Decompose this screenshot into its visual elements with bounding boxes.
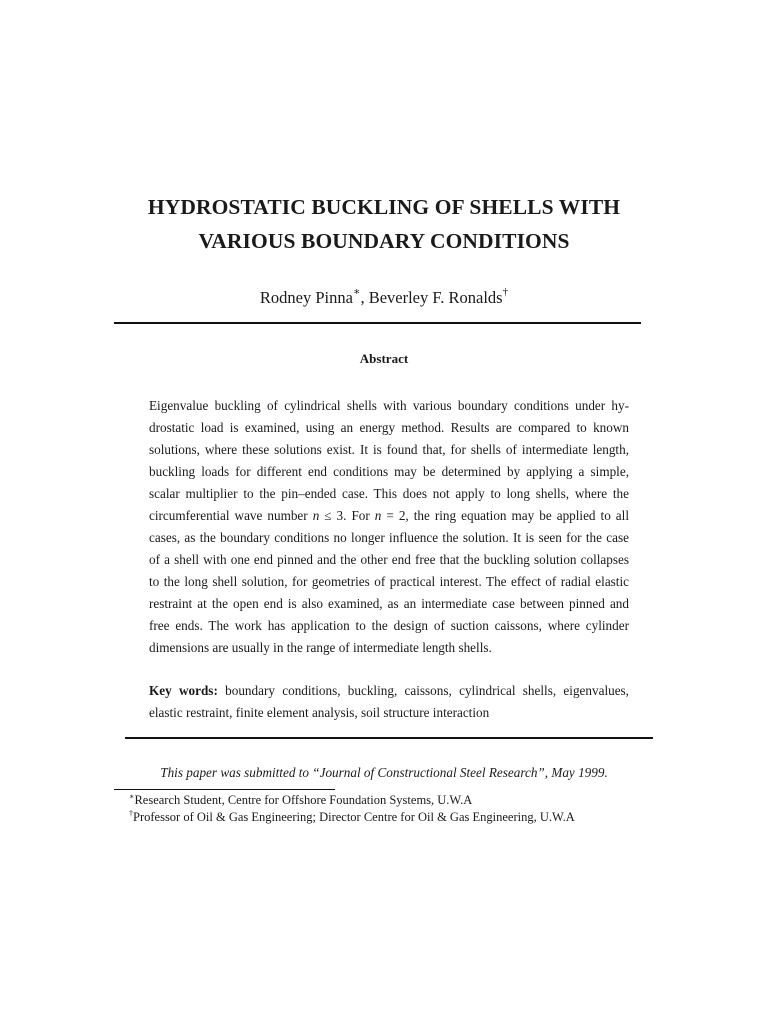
title-line-1: HYDROSTATIC BUCKLING OF SHELLS WITH xyxy=(147,195,621,219)
abstract-line: of a shell with one end pinned and the other end free that the buckling solution collapses xyxy=(149,552,629,567)
footnote-text: Research Student, Centre for Offshore Foundation Systems, U.W.A xyxy=(134,793,473,807)
footnote-mark: † xyxy=(129,808,133,818)
math-variable-n: n xyxy=(312,508,320,523)
abstract-line: buckling loads for different end conditions may be determined by applying a simple, xyxy=(149,464,629,479)
abstract-line: to the long shell solution, for geometries of practical interest. The effect of radial elastic xyxy=(149,574,629,589)
abstract-math-line xyxy=(149,505,629,527)
keywords-block xyxy=(149,680,629,724)
author-list xyxy=(0,287,768,309)
keywords-line: elastic restraint, finite element analysis, soil structure interaction xyxy=(149,705,490,720)
abstract-line: dimensions are usually in the range of intermediate length shells. xyxy=(149,640,492,655)
abstract-line: free ends. The work has application to the design of suction caissons, where cylinder xyxy=(149,618,629,633)
footnote-mark: ∗ xyxy=(129,791,135,801)
footnote-item xyxy=(129,809,575,826)
author-name-2: Beverley F. Ronalds xyxy=(368,288,503,307)
math-text: = 2, the ring equation may be applied to all xyxy=(381,508,629,523)
footnote-item xyxy=(129,792,575,809)
submission-note: This paper was submitted to “Journal of Constructional Steel Research”, May 1999. xyxy=(160,765,608,780)
abstract-body xyxy=(149,395,629,659)
author-footnote-mark-2: † xyxy=(502,285,509,298)
footnotes xyxy=(129,792,575,826)
abstract-line: scalar multiplier to the pin–ended case. This does not apply to long shells, where the xyxy=(149,486,629,501)
math-text: circumferential wave number xyxy=(149,508,313,523)
abstract-line: drostatic load is examined, using an energy method. Results are compared to known xyxy=(149,420,629,435)
footnote-rule xyxy=(114,789,335,790)
abstract-line: Eigenvalue buckling of cylindrical shells with various boundary conditions under hy- xyxy=(149,398,629,413)
abstract-end-rule xyxy=(125,737,653,739)
keywords-text: boundary conditions, buckling, caissons, cylindrical shells, eigenvalues, xyxy=(217,683,629,698)
author-footnote-mark-1: ∗ xyxy=(352,285,361,298)
title-line-2: VARIOUS BOUNDARY CONDITIONS xyxy=(198,229,570,253)
abstract-line: restraint at the open end is also examined, as an intermediate case between pinned and xyxy=(149,596,629,611)
keywords-label: Key words: xyxy=(149,683,218,698)
author-separator: , xyxy=(360,288,369,307)
footnote-text: Professor of Oil & Gas Engineering; Director Centre for Oil & Gas Engineering, U.W.A xyxy=(133,810,575,824)
abstract-line: cases, as the boundary conditions no longer influence the solution. It is seen for the case xyxy=(149,530,629,545)
header-rule xyxy=(114,322,641,324)
keywords-line xyxy=(149,680,629,702)
math-variable-n: n xyxy=(374,508,382,523)
abstract-line: solutions, where these solutions exist. It is found that, for shells of intermediate length, xyxy=(149,442,629,457)
abstract-heading: Abstract xyxy=(359,351,409,366)
paper-title xyxy=(0,190,768,258)
math-text: ≤ 3. For xyxy=(319,508,375,523)
author-name-1: Rodney Pinna xyxy=(259,288,353,307)
